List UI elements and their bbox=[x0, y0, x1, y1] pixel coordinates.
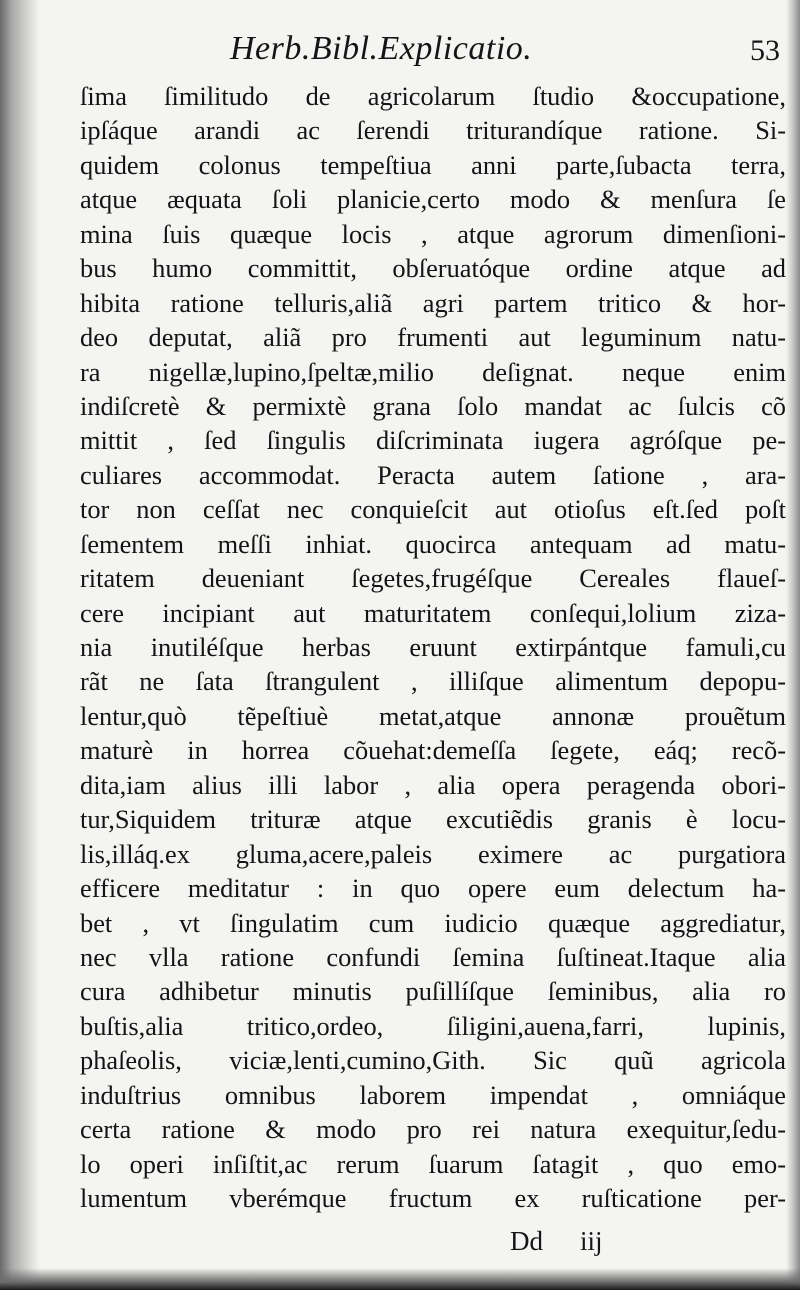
text-line: tur,Siquidem trituræ atque excutiẽdis granis è locu- bbox=[80, 804, 786, 835]
text-line: mittit , ſed ſingulis diſcriminata iugera agróſque pe- bbox=[80, 425, 786, 456]
text-line: buſtis,alia tritico,ordeo, ſiligini,auena,farri, lupinis, bbox=[80, 1010, 786, 1041]
text-line: certa ratione & modo pro rei natura exequitur,ſedu- bbox=[80, 1114, 786, 1145]
text-line: lo operi inſiſtit,ac rerum ſuarum ſatagit , quo emo- bbox=[80, 1148, 786, 1179]
page-gutter-shadow bbox=[0, 0, 40, 1290]
text-line: culiares accommodat. Peracta autem ſatione , ara- bbox=[80, 459, 786, 490]
text-line: lis,illáq.ex gluma,acere,paleis eximere ac purgatiora bbox=[80, 838, 786, 869]
text-line: ra nigellæ,lupino,ſpeltæ,milio deſignat. neque enim bbox=[80, 356, 786, 387]
text-line: quidem colonus tempeſtiua anni parte,ſubacta terra, bbox=[80, 149, 786, 180]
page-bottom-shadow bbox=[0, 1268, 800, 1290]
running-head bbox=[80, 26, 786, 76]
text-line: lentur,quò tẽpeſtiuè metat,atque annonæ prouẽtum bbox=[80, 700, 786, 731]
text-line: dita,iam alius illi labor , alia opera peragenda obori- bbox=[80, 769, 786, 800]
text-line: rãt ne ſata ſtrangulent , illiſque alimentum depopu- bbox=[80, 666, 786, 697]
text-line: atque æquata ſoli planicie,certo modo & menſura ſe bbox=[80, 184, 786, 215]
page-number: 53 bbox=[750, 34, 780, 67]
text-line: bet , vt ſingulatim cum iudicio quæque aggrediatur, bbox=[80, 907, 786, 938]
text-line: efficere meditatur : in quo opere eum delectum ha- bbox=[80, 873, 786, 904]
text-line: hibita ratione telluris,aliã agri partem tritico & hor- bbox=[80, 287, 786, 318]
page-edge-shadow bbox=[786, 0, 800, 1290]
text-line: ſima ſimilitudo de agricolarum ſtudio &occupatione, bbox=[80, 81, 786, 111]
text-line: tor non ceſſat nec conquieſcit aut otioſus eſt.ſed poſt bbox=[80, 494, 786, 525]
text-line: nec vlla ratione confundi ſemina ſuſtineat.Itaque alia bbox=[80, 941, 786, 972]
text-line: nia inutiléſque herbas eruunt extirpántque famuli,cu bbox=[80, 632, 786, 662]
text-line: deo deputat, aliã pro frumenti aut leguminum natu- bbox=[80, 322, 786, 353]
text-line: cura adhibetur minutis puſillíſque ſeminibus, alia ro bbox=[80, 976, 786, 1007]
text-line: cere incipiant aut maturitatem conſequi,lolium ziza- bbox=[80, 597, 786, 628]
text-line: ipſáque arandi ac ſerendi triturandíque ratione. Si- bbox=[80, 115, 786, 146]
text-line: ſementem meſſi inhiat. quocirca antequam ad matu- bbox=[80, 528, 786, 559]
signature-mark: Dd bbox=[510, 1226, 543, 1256]
text-line: ritatem deueniant ſegetes,frugéſque Cereales flaueſ- bbox=[80, 563, 786, 594]
text-line: mina ſuis quæque locis , atque agrorum dimenſioni- bbox=[80, 218, 786, 249]
running-title: Herb.Bibl.Explicatio. bbox=[230, 30, 533, 67]
signature-number: iij bbox=[580, 1226, 603, 1256]
text-line: indiſcretè & permixtè grana ſolo mandat ac ſulcis cõ bbox=[80, 390, 786, 421]
text-line: maturè in horrea cõuehat:demeſſa ſegete, eáq; recõ- bbox=[80, 735, 786, 766]
body-text bbox=[80, 79, 786, 1215]
text-line: lumentum vberémque fructum ex ruſticatione per- bbox=[80, 1183, 786, 1213]
text-line: bus humo committit, obſeruatóque ordine atque ad bbox=[80, 253, 786, 284]
text-line: phaſeolis, viciæ,lenti,cumino,Gith. Sic quũ agricola bbox=[80, 1045, 786, 1076]
text-line: induſtrius omnibus laborem impendat , omniáque bbox=[80, 1079, 786, 1110]
signature-line bbox=[80, 1224, 786, 1260]
